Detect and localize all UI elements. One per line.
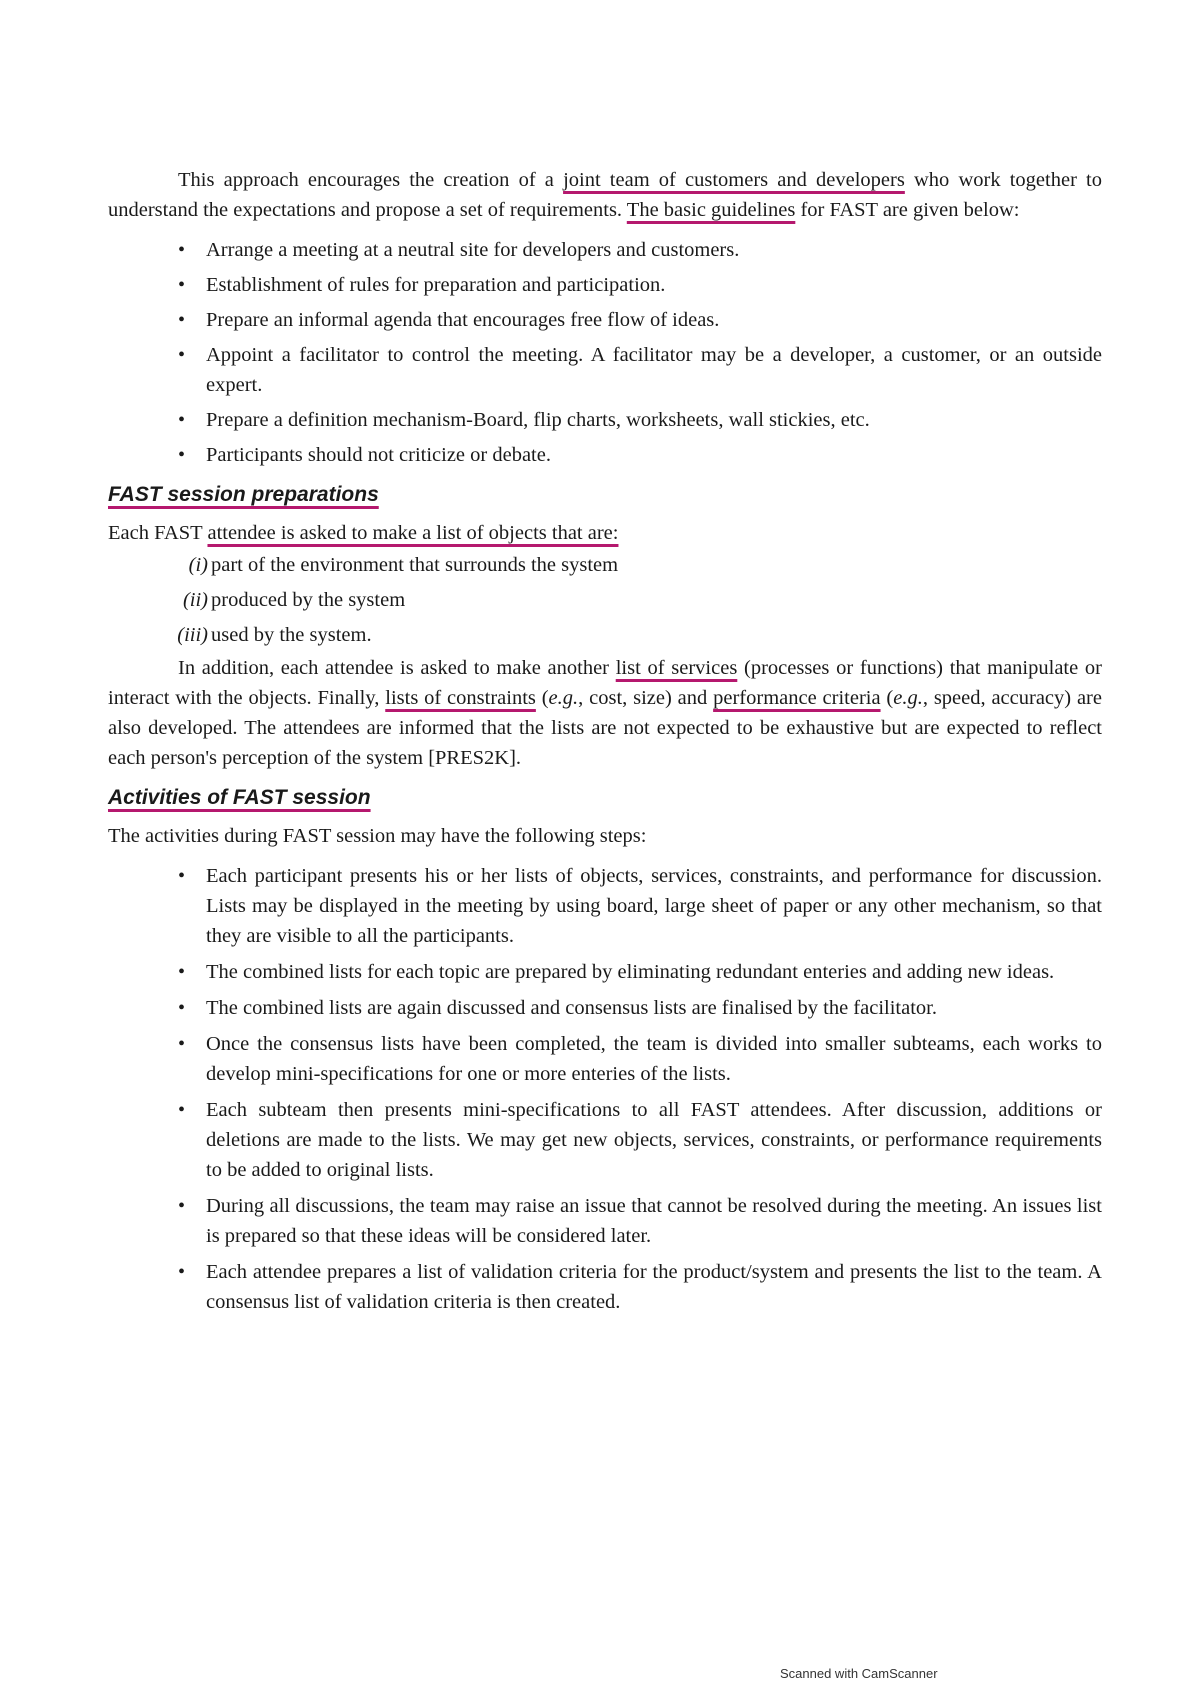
para-text: (processes or functions) that manipulate or interact with the objects. Finally, — [108, 657, 1102, 709]
services-paragraph — [108, 653, 1102, 773]
activities-list — [108, 861, 1102, 1317]
para-italic: e.g. — [893, 687, 923, 709]
item-number: (ii) — [182, 589, 208, 611]
highlight-constraints: lists of constraints — [385, 687, 536, 709]
list-item: • Establishment of rules for preparation and participation. — [108, 270, 1102, 300]
item-text: part of the environment that surrounds the system — [211, 554, 619, 576]
intro-text: This approach encourages the creation of a — [178, 169, 564, 191]
list-item — [108, 548, 1102, 583]
intro-text: Each FAST — [108, 522, 208, 544]
para-italic: e.g. — [548, 687, 579, 709]
objects-list — [108, 548, 1102, 653]
item-number: (iii) — [177, 624, 208, 646]
list-item: • Prepare an informal agenda that encourages free flow of ideas. — [108, 305, 1102, 335]
para-text: ( — [535, 687, 549, 709]
para-text: ( — [880, 687, 894, 709]
section-heading-preparations — [108, 480, 1102, 510]
list-item: • Appoint a facilitator to control the meeting. A facilitator may be a developer, a customer, or an outside expert. — [108, 340, 1102, 400]
guidelines-list — [108, 235, 1102, 470]
list-item: • The combined lists are again discussed and consensus lists are finalised by the facilitator. — [108, 993, 1102, 1023]
intro-text: for FAST are given below: — [795, 199, 1020, 221]
item-text: used by the system. — [211, 624, 372, 646]
highlight-services: list of services — [615, 657, 738, 679]
para-text: , speed, accuracy) are also developed. The attendees are informed that the lists are not expected to be exhaustive but are expected to reflect each person's perception of the system [PRES2K]. — [108, 687, 1102, 769]
list-item — [108, 583, 1102, 618]
para-text: , cost, size) and — [578, 687, 714, 709]
list-item: • Each attendee prepares a list of validation criteria for the product/system and presents the list to the team. A consensus list of validation criteria is then created. — [108, 1257, 1102, 1317]
intro-highlight-team: joint team of customers and developers — [563, 169, 905, 191]
heading-text: Activities of FAST session — [108, 786, 371, 809]
section-heading-activities — [108, 783, 1102, 813]
page-content — [108, 165, 1102, 1323]
list-item: • Each participant presents his or her lists of objects, services, constraints, and performance for discussion. Lists may be displayed in the meeting by using board, large sheet of paper or any other mechanism, so that they are visible to all the participants. — [108, 861, 1102, 951]
scanner-watermark: Scanned with CamScanner — [780, 1666, 938, 1681]
intro-text: who work together to understand the expectations and propose a set of requirements. — [108, 169, 1102, 221]
item-number: (i) — [188, 554, 208, 576]
list-item: • Once the consensus lists have been completed, the team is divided into smaller subteams, each works to develop mini-specifications for one or more enteries of the lists. — [108, 1029, 1102, 1089]
highlight-performance: performance criteria — [713, 687, 881, 709]
para-text: In addition, each attendee is asked to make another — [178, 657, 616, 679]
list-item — [108, 618, 1102, 653]
list-item: • Participants should not criticize or debate. — [108, 440, 1102, 470]
list-item: • Arrange a meeting at a neutral site for developers and customers. — [108, 235, 1102, 265]
list-item: • During all discussions, the team may raise an issue that cannot be resolved during the meeting. An issues list is prepared so that these ideas will be considered later. — [108, 1191, 1102, 1251]
list-item: • Prepare a definition mechanism-Board, flip charts, worksheets, wall stickies, etc. — [108, 405, 1102, 435]
heading-text: FAST session preparations — [108, 483, 379, 506]
intro-highlight-attendee: attendee is asked to make a list of objects that are: — [207, 522, 619, 544]
intro-paragraph — [108, 165, 1102, 225]
list-item: • Each subteam then presents mini-specifications to all FAST attendees. After discussion, additions or deletions are made to the lists. We may get new objects, services, constraints, or performance requirements to be added to original lists. — [108, 1095, 1102, 1185]
item-text: produced by the system — [211, 589, 406, 611]
preparations-intro — [108, 518, 1102, 548]
activities-intro: The activities during FAST session may have the following steps: — [108, 825, 647, 847]
intro-highlight-guidelines: The basic guidelines — [626, 199, 796, 221]
list-item: • The combined lists for each topic are prepared by eliminating redundant enteries and adding new ideas. — [108, 957, 1102, 987]
